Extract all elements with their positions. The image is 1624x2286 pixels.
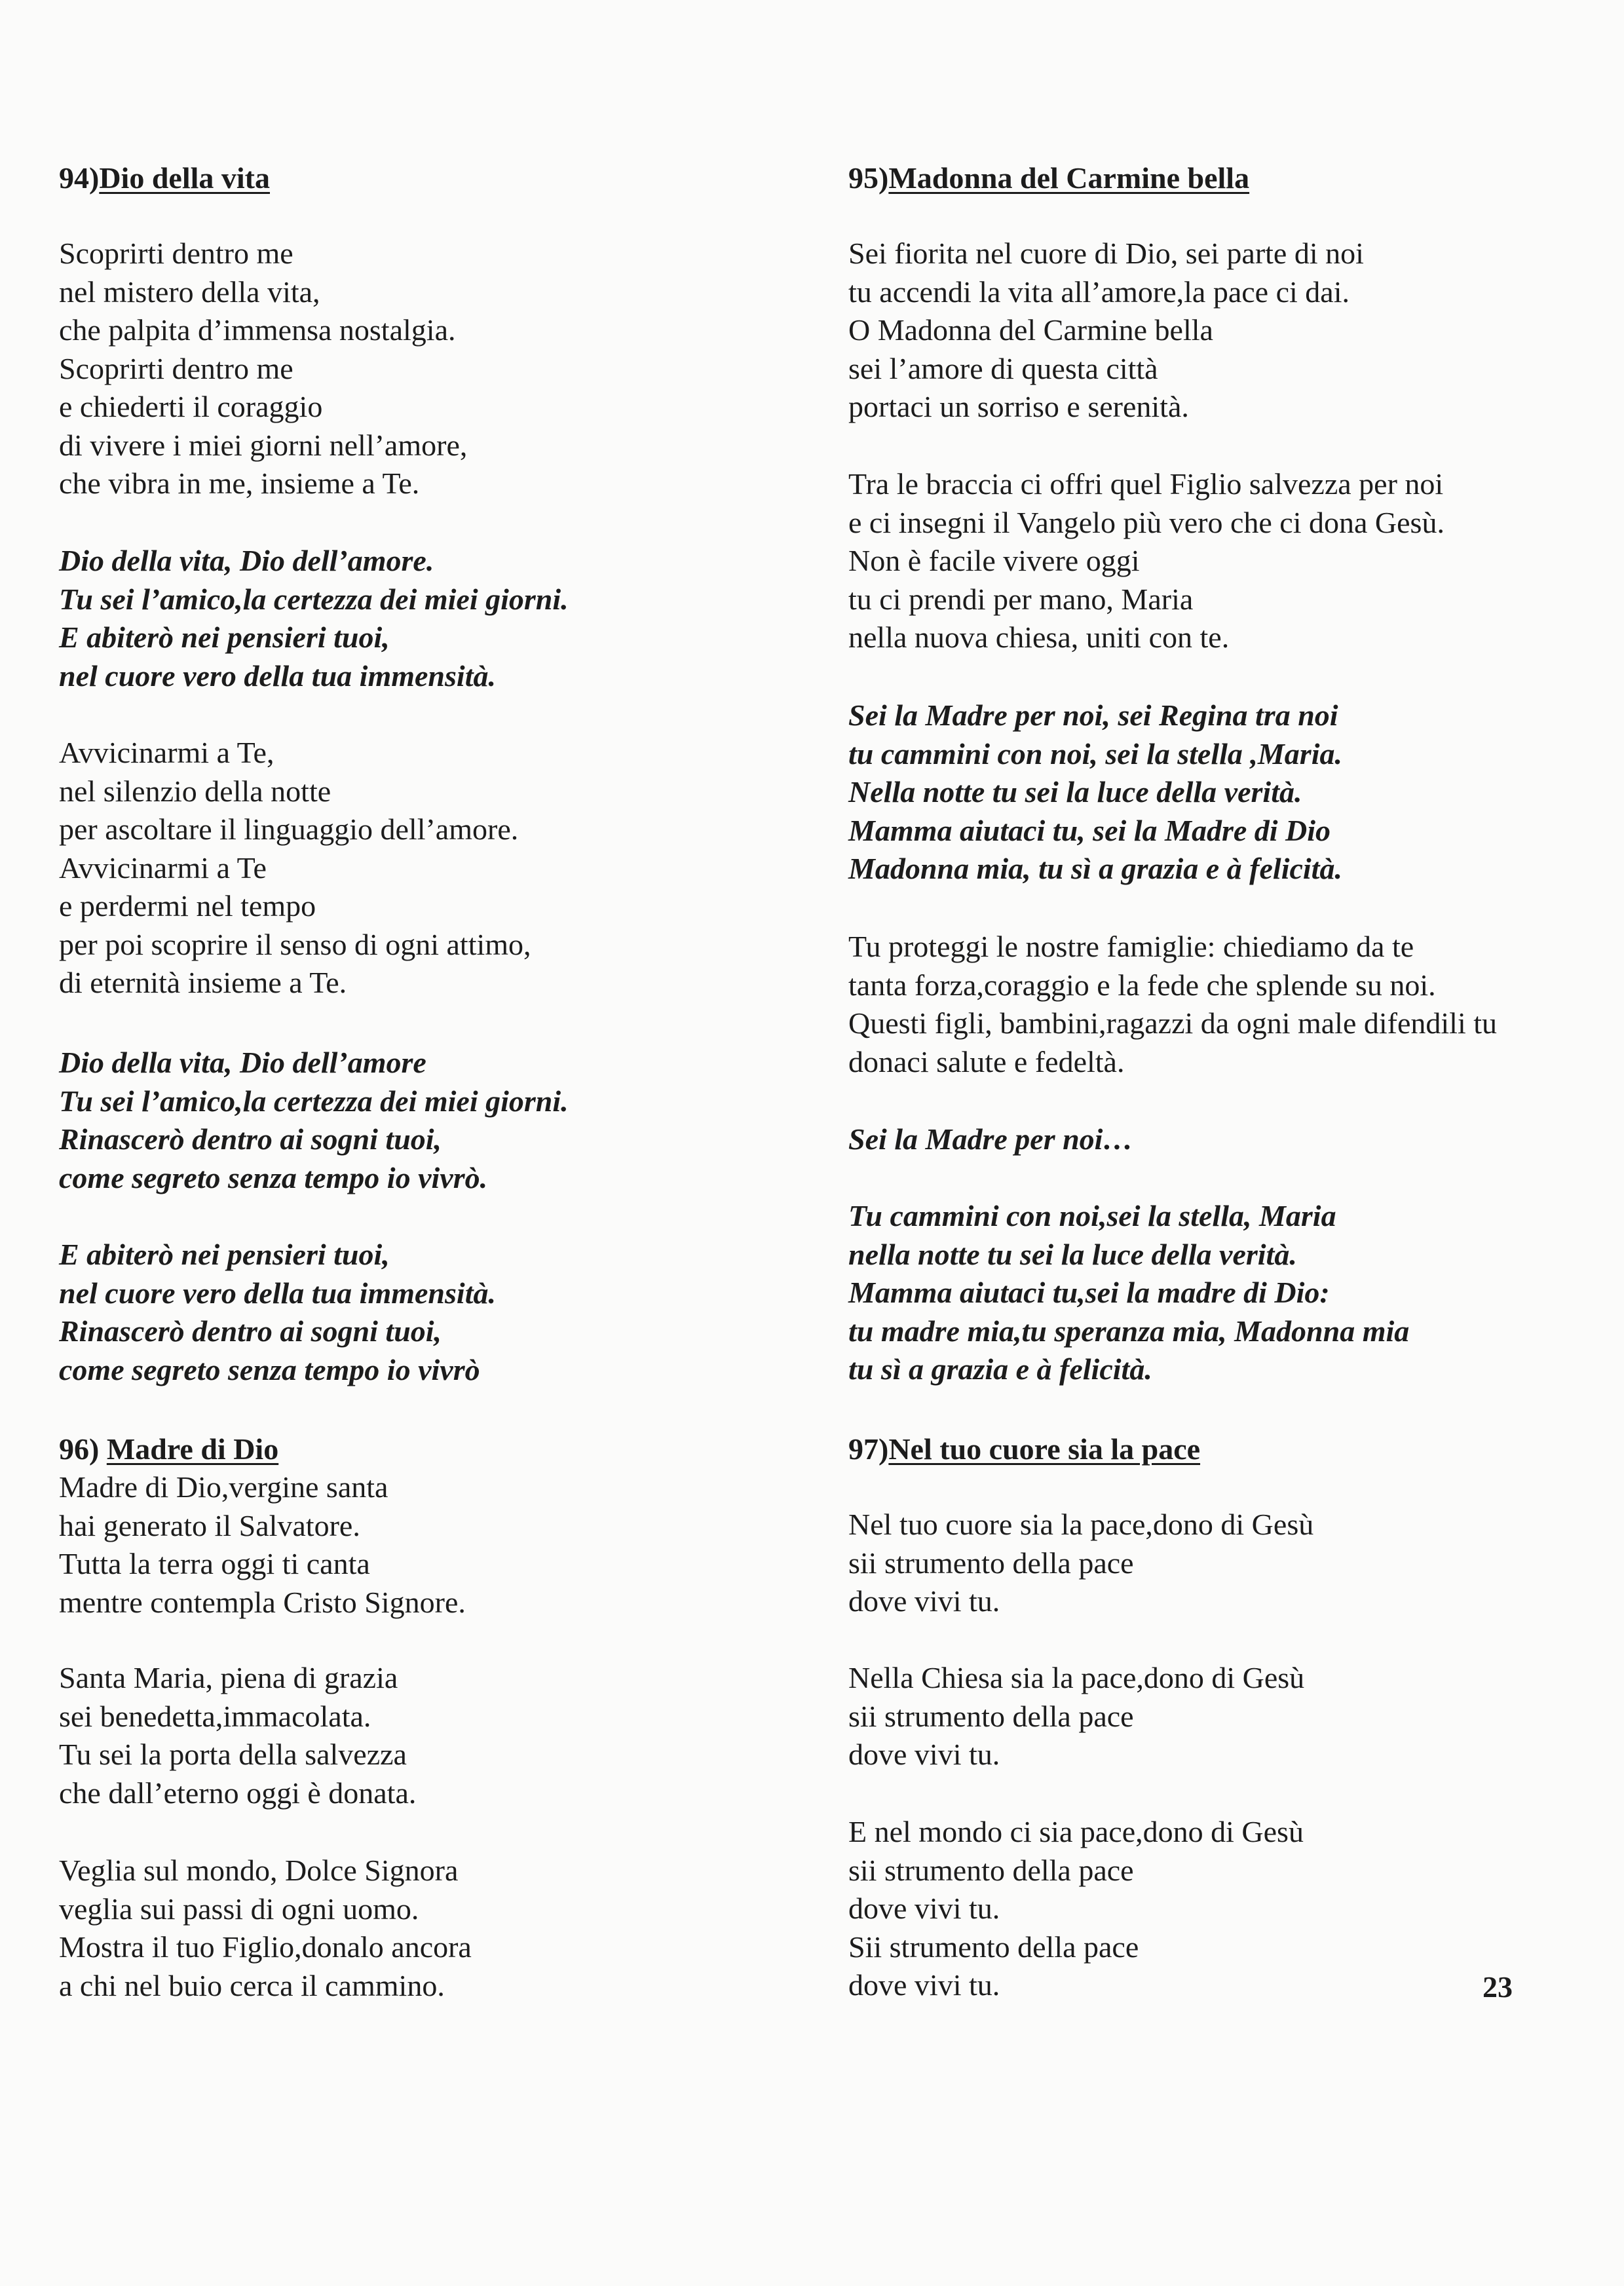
stanza [848, 235, 1602, 427]
lyric-line: sii strumento della pace [848, 1853, 1134, 1887]
lyric-line: dove vivi tu. [848, 1892, 1000, 1925]
stanza [848, 1506, 1602, 1621]
lyric-line: Non è facile vivere oggi [848, 544, 1140, 577]
chorus-line: tu sì a grazia e à felicità. [848, 1352, 1152, 1386]
lyric-line: sei l’amore di questa città [848, 351, 1158, 385]
lyric-line: a chi nel buio cerca il cammino. [59, 1968, 445, 2002]
lyric-line: di eternità insieme a Te. [59, 966, 347, 999]
lyric-line: per ascoltare il linguaggio dell’amore. [59, 812, 519, 846]
lyric-line: nel silenzio della notte [59, 774, 331, 808]
lyric-line: donaci salute e fedeltà. [848, 1044, 1125, 1078]
chorus [848, 696, 1602, 888]
song-title-95 [848, 159, 1602, 197]
song-96 [59, 1430, 812, 1622]
lyric-line: E nel mondo ci sia pace,dono di Gesù [848, 1815, 1304, 1848]
lyric-line: Questi figli, bambini,ragazzi da ogni male difendili tu [848, 1006, 1498, 1040]
chorus-line: E abiterò nei pensieri tuoi, [59, 1238, 390, 1271]
lyric-line: tu accendi la vita all’amore,la pace ci dai. [848, 275, 1350, 309]
song-95-stanza-1 [848, 235, 1602, 427]
song-name: Dio della vita [99, 161, 270, 195]
lyric-line: nella nuova chiesa, uniti con te. [848, 620, 1230, 654]
lyric-line: Sei fiorita nel cuore di Dio, sei parte di noi [848, 237, 1364, 270]
chorus-line: Rinascerò dentro ai sogni tuoi, [59, 1122, 442, 1156]
lyric-line: Avvicinarmi a Te [59, 850, 267, 885]
lyric-line: Sii strumento della pace [848, 1930, 1139, 1964]
lyric-line: e chiederti il coraggio [59, 390, 323, 423]
song-95-stanza-2 [848, 465, 1602, 657]
chorus-line: Nella notte tu sei la luce della verità. [848, 775, 1302, 809]
stanza [59, 1659, 812, 1812]
stanza [59, 734, 812, 1002]
lyric-line: Veglia sul mondo, Dolce Signora [59, 1854, 459, 1887]
lyric-line: che vibra in me, insieme a Te. [59, 467, 420, 500]
lyric-line: dove vivi tu. [848, 1584, 1000, 1618]
song-name: Madonna del Carmine bella [888, 161, 1250, 195]
song-title-97 [848, 1430, 1602, 1468]
chorus-line: Madonna mia, tu sì a grazia e à felicità. [848, 852, 1342, 885]
lyric-line: Tra le braccia ci offri quel Figlio salvezza per noi [848, 467, 1444, 501]
lyric-line: nel mistero della vita, [59, 275, 320, 309]
chorus [848, 1197, 1602, 1389]
lyric-line: Mostra il tuo Figlio,donalo ancora [59, 1930, 472, 1964]
chorus-line: Sei la Madre per noi… [848, 1122, 1133, 1156]
song-name: Nel tuo cuore sia la pace [888, 1432, 1201, 1466]
chorus-line: Tu cammini con noi,sei la stella, Maria [848, 1199, 1336, 1232]
song-96-stanza-3 [59, 1852, 812, 2005]
chorus-line: tu cammini con noi, sei la stella ,Maria. [848, 736, 1342, 771]
lyric-line: dove vivi tu. [848, 1968, 1000, 2002]
song-95-stanza-3 [848, 928, 1602, 1081]
chorus-line: Mamma aiutaci tu, sei la Madre di Dio [848, 813, 1331, 847]
lyric-line: che dall’eterno oggi è donata. [59, 1776, 417, 1810]
lyric-line: Avvicinarmi a Te, [59, 736, 274, 769]
stanza [59, 1468, 812, 1622]
stanza [59, 235, 812, 503]
song-number: 94) [59, 161, 100, 195]
chorus [59, 1236, 812, 1389]
lyric-line: e perdermi nel tempo [59, 889, 316, 923]
chorus-line: come segreto senza tempo io vivrò. [59, 1160, 488, 1194]
chorus [848, 1120, 1602, 1159]
chorus [59, 1044, 812, 1197]
song-number: 96) [59, 1432, 107, 1466]
song-95-chorus-2 [848, 1120, 1602, 1159]
lyric-line: Scoprirti dentro me [59, 351, 293, 385]
chorus-line: nel cuore vero della tua immensità. [59, 1276, 496, 1310]
song-94-chorus-2 [59, 1044, 812, 1197]
chorus-line: nel cuore vero della tua immensità. [59, 658, 496, 693]
song-number: 95) [848, 161, 889, 195]
lyric-line: di vivere i miei giorni nell’amore, [59, 428, 468, 462]
chorus-line: Rinascerò dentro ai sogni tuoi, [59, 1314, 442, 1348]
lyric-line: O Madonna del Carmine bella [848, 313, 1213, 347]
song-name: Madre di Dio [106, 1432, 279, 1466]
lyric-line: sei benedetta,immacolata. [59, 1699, 371, 1733]
chorus-line: E abiterò nei pensieri tuoi, [59, 620, 390, 654]
song-95-chorus-1 [848, 696, 1602, 888]
lyric-line: Nel tuo cuore sia la pace,dono di Gesù [848, 1508, 1314, 1541]
stanza [848, 465, 1602, 657]
song-97 [848, 1430, 1602, 1468]
stanza [848, 928, 1602, 1081]
lyric-line: hai generato il Salvatore. [59, 1508, 360, 1542]
lyric-line: Tu sei la porta della salvezza [59, 1738, 407, 1771]
chorus-line: Tu sei l’amico,la certezza dei miei giorni. [59, 582, 569, 616]
chorus-line: Sei la Madre per noi, sei Regina tra noi [848, 698, 1338, 732]
song-title-96 [59, 1430, 812, 1468]
song-94-chorus-3 [59, 1236, 812, 1389]
song-94-chorus-1 [59, 542, 812, 695]
lyric-line: tanta forza,coraggio e la fede che splende su noi. [848, 968, 1436, 1002]
lyric-line: Santa Maria, piena di grazia [59, 1661, 398, 1694]
stanza [59, 1852, 812, 2005]
lyric-line: e ci insegni il Vangelo più vero che ci dona Gesù. [848, 505, 1445, 539]
chorus-line: come segreto senza tempo io vivrò [59, 1352, 480, 1386]
chorus-line: nella notte tu sei la luce della verità. [848, 1237, 1297, 1271]
lyric-line: tu ci prendi per mano, Maria [848, 582, 1194, 616]
page-number: 23 [1482, 1970, 1513, 2004]
chorus-line: Tu sei l’amico,la certezza dei miei giorni. [59, 1084, 569, 1118]
song-94-stanza-2 [59, 734, 812, 1002]
song-97-stanza-2 [848, 1659, 1602, 1774]
song-number: 97) [848, 1432, 889, 1466]
lyric-line: Scoprirti dentro me [59, 237, 293, 270]
chorus-line: Mamma aiutaci tu,sei la madre di Dio: [848, 1276, 1330, 1309]
stanza [848, 1659, 1602, 1774]
lyric-line: sii strumento della pace [848, 1699, 1134, 1733]
lyric-line: Tutta la terra oggi ti canta [59, 1547, 370, 1580]
lyric-line: mentre contempla Cristo Signore. [59, 1585, 466, 1619]
song-96-stanza-2 [59, 1659, 812, 1812]
lyric-line: veglia sui passi di ogni uomo. [59, 1892, 419, 1926]
song-94-stanza-1 [59, 235, 812, 503]
chorus-line: Dio della vita, Dio dell’amore [59, 1046, 426, 1079]
song-95 [848, 159, 1602, 197]
song-title-94 [59, 159, 812, 197]
lyric-line: dove vivi tu. [848, 1738, 1000, 1771]
song-94 [59, 159, 812, 197]
lyric-line: Madre di Dio,vergine santa [59, 1470, 388, 1504]
lyric-line: Tu proteggi le nostre famiglie: chiediamo da te [848, 930, 1414, 963]
lyric-line: per poi scoprire il senso di ogni attimo, [59, 927, 531, 961]
song-97-stanza-1 [848, 1506, 1602, 1621]
lyric-line: che palpita d’immensa nostalgia. [59, 313, 456, 347]
lyric-line: portaci un sorriso e serenità. [848, 390, 1189, 423]
chorus-line: tu madre mia,tu speranza mia, Madonna mia [848, 1314, 1410, 1348]
song-95-chorus-3 [848, 1197, 1602, 1389]
lyric-line: Nella Chiesa sia la pace,dono di Gesù [848, 1661, 1305, 1694]
chorus [59, 542, 812, 695]
lyric-line: sii strumento della pace [848, 1546, 1134, 1580]
chorus-line: Dio della vita, Dio dell’amore. [59, 544, 434, 577]
